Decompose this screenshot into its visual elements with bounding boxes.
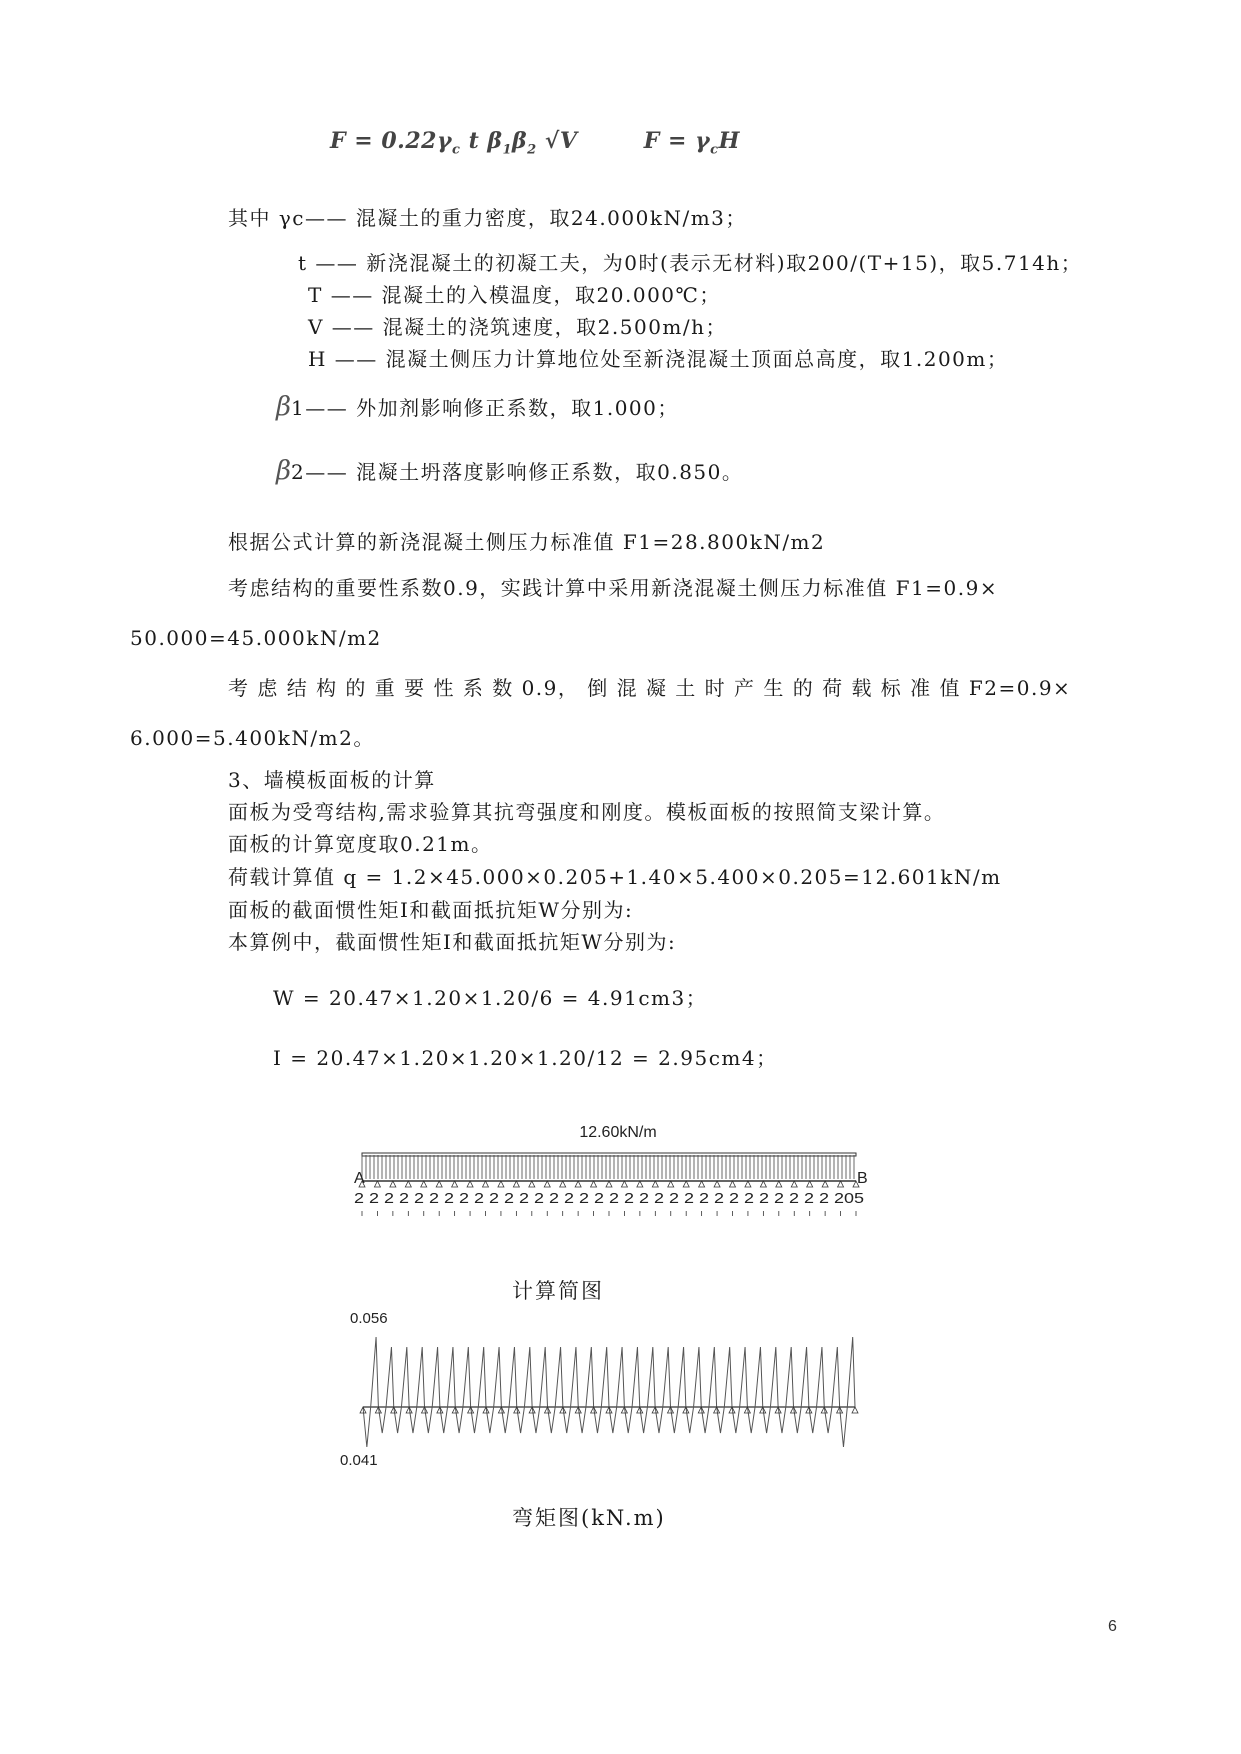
formula-left-rest: t β xyxy=(460,128,503,154)
support xyxy=(807,1181,813,1187)
distributed-load xyxy=(362,1153,856,1179)
support xyxy=(591,1181,597,1187)
support xyxy=(544,1181,550,1187)
para-5: 本算例中，截面惯性矩I和截面抵抗矩W分别为: xyxy=(228,930,677,954)
formula-right-sub: c xyxy=(710,142,719,158)
support xyxy=(421,1181,427,1187)
support xyxy=(637,1181,643,1187)
support xyxy=(390,1181,396,1187)
support xyxy=(513,1181,519,1187)
support-a-label: A xyxy=(354,1170,365,1187)
support xyxy=(529,1181,535,1187)
support xyxy=(652,1181,658,1187)
moment-diagram xyxy=(335,1305,875,1470)
moment-support xyxy=(852,1407,858,1413)
page-number: 6 xyxy=(1108,1618,1117,1635)
support xyxy=(436,1181,442,1187)
support xyxy=(838,1181,844,1187)
formula-b2: β xyxy=(512,128,528,154)
support xyxy=(498,1181,504,1187)
formula-b1: 1 xyxy=(502,142,513,158)
I-formula: I = 20.47×1.20×1.20×1.20/12 = 2.95cm4； xyxy=(273,1046,778,1070)
W-formula: W = 20.47×1.20×1.20/6 = 4.91cm3； xyxy=(273,986,708,1010)
beta2-line xyxy=(276,456,743,486)
support xyxy=(575,1181,581,1187)
support xyxy=(745,1181,751,1187)
support xyxy=(791,1181,797,1187)
beta2-text: 2—— 混凝土坍落度影响修正系数，取0.850。 xyxy=(291,460,744,484)
span-labels: 2 2 2 2 2 2 2 2 2 2 2 2 2 2 2 2 2 2 2 2 2 2 2 2 2 2 2 2 2 2 2 2 205 xyxy=(354,1190,864,1207)
para-3: 荷载计算值 q = 1.2×45.000×0.205+1.40×5.400×0.205=12.601kN/m xyxy=(228,865,1002,889)
support xyxy=(714,1181,720,1187)
support xyxy=(730,1181,736,1187)
support xyxy=(374,1181,380,1187)
formula-line xyxy=(330,128,740,157)
F2-line-b: 6.000=5.400kN/m2。 xyxy=(130,726,375,750)
support xyxy=(621,1181,627,1187)
load-label: 12.60kN/m xyxy=(579,1124,657,1141)
section-3-heading: 3、墙模板面板的计算 xyxy=(228,768,436,792)
formula-left: F = 0.22γ xyxy=(330,128,452,154)
formula-right: F = γ xyxy=(643,128,711,154)
support xyxy=(467,1181,473,1187)
support-b-label: B xyxy=(857,1170,868,1187)
support xyxy=(699,1181,705,1187)
beam-supports xyxy=(359,1181,859,1187)
beta1-line xyxy=(276,392,679,422)
gamma-line: 其中 γc—— 混凝土的重力密度，取24.000kN/m3； xyxy=(228,206,747,230)
support xyxy=(405,1181,411,1187)
load-diagram xyxy=(340,1115,900,1225)
V-line: V —— 混凝土的浇筑速度，取2.500m/h； xyxy=(308,315,727,339)
span-ticks xyxy=(362,1211,856,1216)
support xyxy=(760,1181,766,1187)
support xyxy=(683,1181,689,1187)
t-line: t —— 新浇混凝土的初凝工夫，为0时(表示无材料)取200/(T+15)，取5.714h； xyxy=(298,251,1083,275)
beta1-text: 1—— 外加剂影响修正系数，取1.000； xyxy=(291,396,679,420)
F1-line-a: 考虑结构的重要性系数0.9，实践计算中采用新浇混凝土侧压力标准值 F1=0.9× xyxy=(228,576,999,600)
formula-b2-sub: 2 xyxy=(527,142,537,158)
F1-calc-line: 根据公式计算的新浇混凝土侧压力标准值 F1=28.800kN/m2 xyxy=(228,530,826,554)
moment-max-label: 0.056 xyxy=(350,1310,388,1327)
moment-curve xyxy=(363,1337,855,1447)
support xyxy=(560,1181,566,1187)
para-4: 面板的截面惯性矩I和截面抵抗矩W分别为: xyxy=(228,898,634,922)
para-2: 面板的计算宽度取0.21m。 xyxy=(228,832,493,856)
formula-right-rest: H xyxy=(718,128,740,154)
T-line: T —— 混凝土的入模温度，取20.000℃； xyxy=(308,283,721,307)
beta2-symbol: β xyxy=(276,456,292,486)
formula-left-sub: c xyxy=(451,142,461,158)
moment-min-label: 0.041 xyxy=(340,1452,378,1469)
support xyxy=(822,1181,828,1187)
load-diagram-caption: 计算简图 xyxy=(512,1279,604,1303)
support xyxy=(483,1181,489,1187)
moment-diagram-caption: 弯矩图(kN.m) xyxy=(512,1506,666,1530)
F1-line-b: 50.000=45.000kN/m2 xyxy=(130,626,382,650)
F2-line-a: 考 虑 结 构 的 重 要 性 系 数 0.9， 倒 混 凝 土 时 产 生 的 荷 载 标 准 值 F2=0.9× xyxy=(228,676,1072,700)
H-line: H —— 混凝土侧压力计算地位处至新浇混凝土顶面总高度，取1.200m； xyxy=(308,347,1009,371)
formula-sqrt: √V xyxy=(544,128,578,154)
para-1: 面板为受弯结构,需求验算其抗弯强度和刚度。模板面板的按照简支梁计算。 xyxy=(228,800,946,824)
support xyxy=(606,1181,612,1187)
support xyxy=(452,1181,458,1187)
support xyxy=(668,1181,674,1187)
beta1-symbol: β xyxy=(276,392,292,422)
support xyxy=(776,1181,782,1187)
